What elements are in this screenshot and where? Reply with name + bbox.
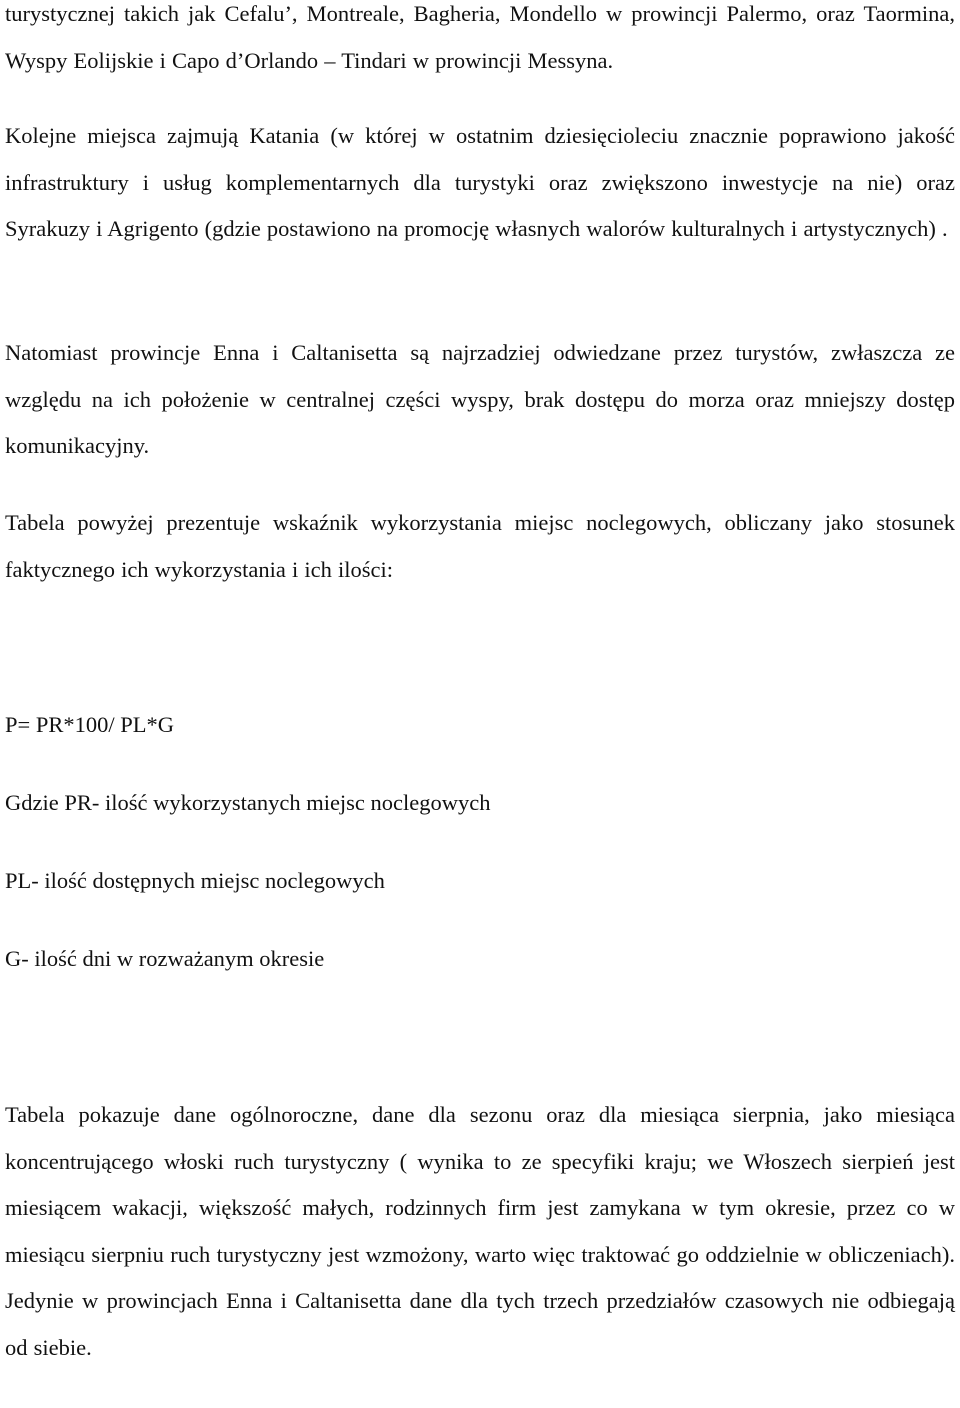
paragraph-table-description: Tabela pokazuje dane ogólnoroczne, dane dla sezonu oraz dla miesiąca sierpnia, jako miesiąca koncentrującego włoski ruch turystyczny ( wynika to ze specyfiki kraju; we Włoszech sierpień jest miesiącem wakacji, większość małych, rodzinnych firm jest zamykana w tym okresie, przez co w miesiącu sierpniu ruch turystyczny jest wzmożony, warto więc traktować go oddzielnie w obliczeniach). Jedynie w prowincjach Enna i Caltanisetta dane dla tych trzech przedziałów czasowych nie odbiegają od siebie. (5, 1102, 955, 1360)
definition-pr: Gdzie PR- ilość wykorzystanych miejsc noclegowych (5, 790, 491, 815)
definition-g: G- ilość dni w rozważanym okresie (5, 946, 325, 971)
paragraph-table-intro: Tabela powyżej prezentuje wskaźnik wykorzystania miejsc noclegowych, obliczany jako stosunek faktycznego ich wykorzystania i ich ilości: (5, 510, 955, 582)
paragraph-tourist-destinations: turystycznej takich jak Cefalu’, Montreale, Bagheria, Mondello w prowincji Palermo, oraz Taormina, Wyspy Eolijskie i Capo d’Orlando – Tindari w prowincji Messyna. (5, 1, 955, 73)
definition-pl: PL- ilość dostępnych miejsc noclegowych (5, 868, 385, 893)
formula: P= PR*100/ PL*G (5, 712, 174, 737)
paragraph-katania-syracuse: Kolejne miejsca zajmują Katania (w której w ostatnim dziesięcioleciu znacznie poprawiono jakość infrastruktury i usług komplementarnych dla turystyki oraz zwiększono inwestycje na nie) oraz Syrakuzy i Agrigento (gdzie postawiono na promocję własnych walorów kulturalnych i artystycznych) . (5, 123, 955, 241)
paragraph-enna-caltanisetta: Natomiast prowincje Enna i Caltanisetta są najrzadziej odwiedzane przez turystów, zwłaszcza ze względu na ich położenie w centralnej części wyspy, brak dostępu do morza oraz mniejszy dostęp komunikacyjny. (5, 340, 955, 458)
